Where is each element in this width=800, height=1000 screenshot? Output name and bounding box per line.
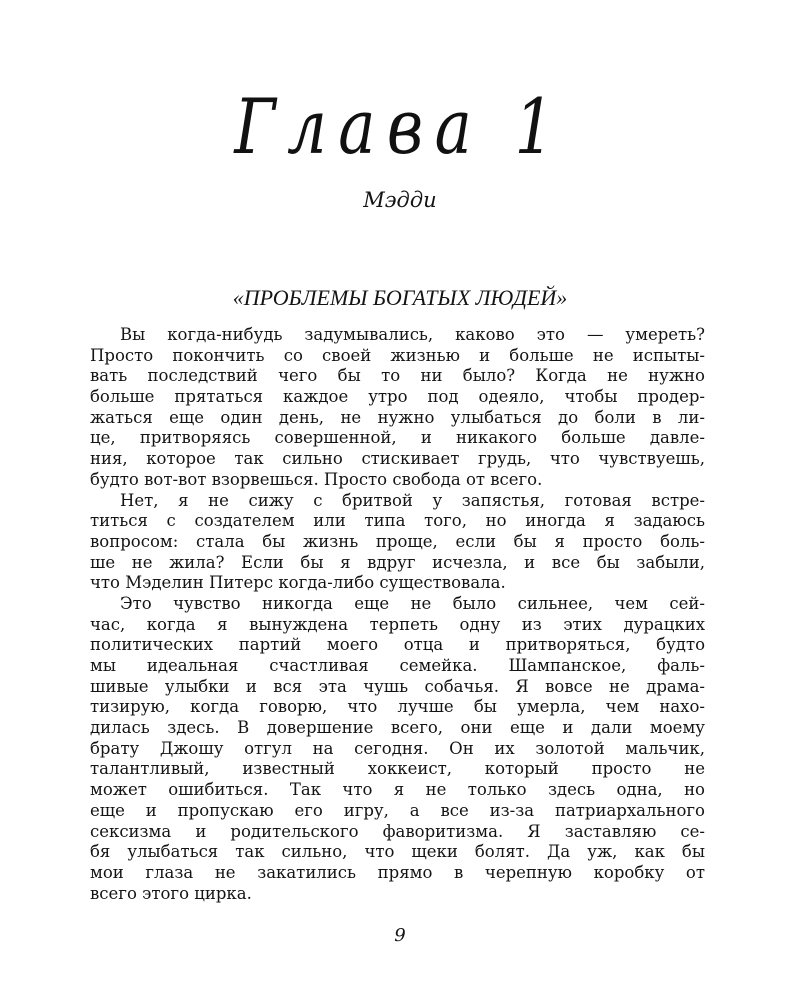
body-line: ния, которое так сильно стискивает грудь, что чувствуешь, xyxy=(90,449,705,469)
body-line: еще и пропускаю его игру, а все из-за патриархального xyxy=(90,800,705,820)
body-line: политических партий моего отца и притворяться, будто xyxy=(90,635,705,655)
body-line: брату Джошу отгул на сегодня. Он их золотой мальчик, xyxy=(90,738,705,758)
body-line: титься с создателем или типа того, но иногда я задаюсь xyxy=(90,511,705,531)
body-line: ше не жила? Если бы я вдруг исчезла, и все бы забыли, xyxy=(90,552,705,572)
page-number: 9 xyxy=(394,925,406,946)
body-line: Нет, я не сижу с бритвой у запястья, готовая встре- xyxy=(120,490,705,510)
body-line: Это чувство никогда еще не было сильнее, чем сей- xyxy=(120,593,705,613)
body-line: час, когда я вынуждена терпеть одну из этих дурацких xyxy=(90,614,705,634)
chapter-character-name: Мэдди xyxy=(363,188,437,212)
body-line: мы идеальная счастливая семейка. Шампанское, фаль- xyxy=(90,656,705,675)
body-line: це, притворяясь совершенной, и никакого больше давле- xyxy=(90,428,705,448)
body-line: жаться еще один день, не нужно улыбаться до боли в ли- xyxy=(90,407,705,427)
body-line: может ошибиться. Так что я не только здесь одна, но xyxy=(90,780,705,800)
body-line: что Мэделин Питерс когда-либо существовала. xyxy=(90,573,506,593)
body-line: талантливый, известный хоккеист, который просто не xyxy=(90,759,705,779)
body-line: сексизма и родительского фаворитизма. Я заставляю се- xyxy=(90,821,705,841)
body-line: шивые улыбки и вся эта чушь собачья. Я вовсе не драма- xyxy=(90,676,705,696)
body-line: больше прятаться каждое утро под одеяло, чтобы продер- xyxy=(90,387,705,407)
body-line: мои глаза не закатились прямо в черепную коробку от xyxy=(90,862,705,882)
body-line: вопросом: стала бы жизнь проще, если бы я просто боль- xyxy=(90,531,705,551)
body-line: Просто покончить со своей жизнью и больше не испыты- xyxy=(90,345,705,365)
section-title: «ПРОБЛЕМЫ БОГАТЫХ ЛЮДЕЙ» xyxy=(232,285,568,310)
body-line: дилась здесь. В довершение всего, они еще и дали моему xyxy=(90,718,705,738)
body-line: будто вот-вот взорвешься. Просто свобода от всего. xyxy=(90,469,543,489)
body-line: Вы когда-нибудь задумывались, каково это — умереть? xyxy=(120,325,705,344)
chapter-title: Глава 1 xyxy=(234,82,566,171)
body-text xyxy=(90,325,705,904)
body-line: бя улыбаться так сильно, что щеки болят. Да уж, как бы xyxy=(90,842,705,862)
body-line: вать последствий чего бы то ни было? Когда не нужно xyxy=(90,366,705,386)
body-line: тизирую, когда говорю, что лучше бы умерла, чем нахо- xyxy=(90,697,705,717)
body-line: всего этого цирка. xyxy=(90,883,252,903)
